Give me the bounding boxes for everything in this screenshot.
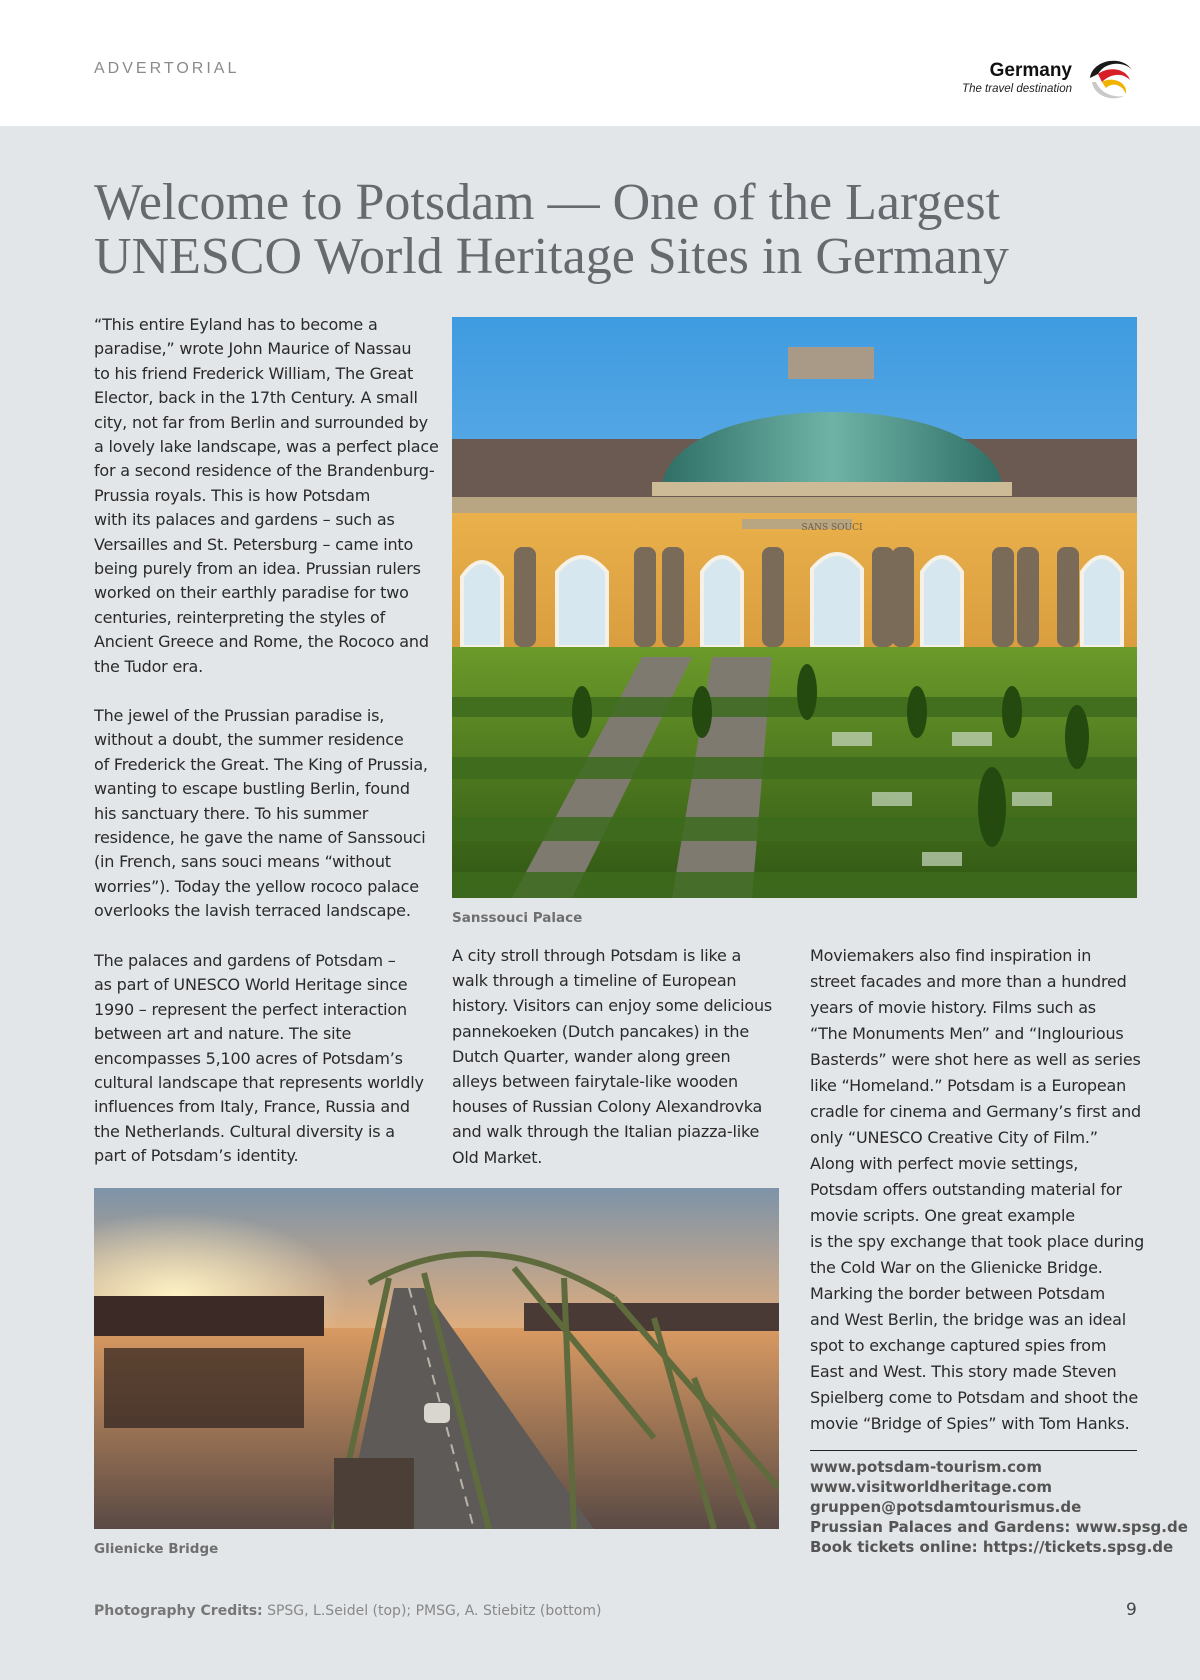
text-line: Marking the border between Potsdam <box>810 1284 1106 1303</box>
article-headline <box>94 176 1134 284</box>
germany-travel-logo <box>948 52 1138 104</box>
text-line: residence, he gave the name of Sanssouci <box>94 828 426 848</box>
text-line: cradle for cinema and Germany’s first and <box>810 1102 1141 1121</box>
text-line: walk through a timeline of European <box>452 971 737 991</box>
link-spsg[interactable]: Prussian Palaces and Gardens: www.spsg.de <box>810 1518 1188 1536</box>
text-line: East and West. This story made Steven <box>810 1362 1117 1381</box>
text-line: without a doubt, the summer residence <box>94 730 404 750</box>
text-line: part of Potsdam’s identity. <box>94 1146 299 1166</box>
sanssouci-caption: Sanssouci Palace <box>452 910 583 926</box>
text-line: street facades and more than a hundred <box>810 972 1127 991</box>
text-line: (in French, sans souci means “without <box>94 852 391 872</box>
text-line: for a second residence of the Brandenburg- <box>94 461 435 481</box>
text-line: pannekoeken (Dutch pancakes) in the <box>452 1021 750 1041</box>
links-divider <box>810 1450 1137 1451</box>
logo-swirl-icon <box>1082 52 1138 104</box>
text-line: and walk through the Italian piazza-like <box>452 1122 760 1142</box>
text-line: The jewel of the Prussian paradise is, <box>94 706 385 725</box>
link-tickets[interactable]: Book tickets online: https://tickets.spsg.de <box>810 1538 1174 1556</box>
page-number: 9 <box>1126 1600 1137 1620</box>
sanssouci-palace-photo <box>452 317 1137 898</box>
glienicke-bridge-photo <box>94 1188 779 1529</box>
text-line: worries”). Today the yellow rococo palace <box>94 876 419 896</box>
credits-text: SPSG, L.Seidel (top); PMSG, A. Stiebitz (bottom) <box>262 1603 602 1619</box>
text-line: 1990 – represent the perfect interaction <box>94 999 407 1019</box>
text-line: history. Visitors can enjoy some delicious <box>452 996 773 1016</box>
text-line: Prussia royals. This is how Potsdam <box>94 485 371 505</box>
paragraph-intro <box>94 313 439 679</box>
logo-subtitle: The travel destination <box>962 83 1072 95</box>
text-line: only “UNESCO Creative City of Film.” <box>810 1128 1098 1147</box>
contact-links <box>810 1457 1188 1557</box>
text-line: the Tudor era. <box>94 656 203 676</box>
credits-label: Photography Credits: <box>94 1603 263 1619</box>
text-line: overlooks the lavish terraced landscape. <box>94 901 411 921</box>
link-potsdam-tourism[interactable]: www.potsdam-tourism.com <box>810 1458 1042 1476</box>
text-line: Along with perfect movie settings, <box>810 1154 1079 1173</box>
paragraph-movies <box>810 943 1144 1437</box>
text-line: to his friend Frederick William, The Great <box>94 363 414 383</box>
text-line: Dutch Quarter, wander along green <box>452 1046 731 1066</box>
text-line: paradise,” wrote John Maurice of Nassau <box>94 339 412 359</box>
palace-inscription: SANS SOUCI <box>801 523 863 533</box>
text-line: with its palaces and gardens – such as <box>94 510 395 530</box>
text-line: Potsdam offers outstanding material for <box>810 1180 1122 1199</box>
text-line: years of movie history. Films such as <box>810 998 1096 1017</box>
text-line: city, not far from Berlin and surrounded by <box>94 412 428 432</box>
text-line: is the spy exchange that took place during <box>810 1232 1145 1251</box>
photo-credits <box>94 1603 601 1619</box>
text-line: alleys between fairytale-like wooden <box>452 1072 738 1092</box>
palace-illustration <box>452 317 1137 898</box>
text-line: centuries, reinterpreting the styles of <box>94 607 386 627</box>
text-line: movie “Bridge of Spies” with Tom Hanks. <box>810 1414 1130 1433</box>
text-line: Old Market. <box>452 1147 543 1167</box>
glienicke-caption: Glienicke Bridge <box>94 1541 219 1557</box>
paragraph-city-stroll <box>452 943 772 1170</box>
text-line: movie scripts. One great example <box>810 1206 1075 1225</box>
text-line: Spielberg come to Potsdam and shoot the <box>810 1388 1139 1407</box>
link-email-gruppen[interactable]: gruppen@potsdamtourismus.de <box>810 1498 1082 1516</box>
text-line: worked on their earthly paradise for two <box>94 583 409 603</box>
text-line: Basterds” were shot here as well as series <box>810 1050 1141 1069</box>
text-line: cultural landscape that represents worldly <box>94 1073 424 1093</box>
text-line: as part of UNESCO World Heritage since <box>94 975 408 995</box>
text-line: A city stroll through Potsdam is like a <box>452 946 742 965</box>
text-line: a lovely lake landscape, was a perfect place <box>94 437 439 457</box>
text-line: the Netherlands. Cultural diversity is a <box>94 1121 395 1141</box>
text-line: influences from Italy, France, Russia and <box>94 1097 410 1117</box>
link-visitworldheritage[interactable]: www.visitworldheritage.com <box>810 1478 1053 1496</box>
text-line: “This entire Eyland has to become a <box>94 315 378 334</box>
text-line: being purely from an idea. Prussian rulers <box>94 559 421 579</box>
text-line: his sanctuary there. To his summer <box>94 803 369 823</box>
text-line: like “Homeland.” Potsdam is a European <box>810 1076 1127 1095</box>
text-line: and West Berlin, the bridge was an ideal <box>810 1310 1127 1329</box>
paragraph-unesco <box>94 949 424 1169</box>
text-line: “The Monuments Men” and “Inglourious <box>810 1024 1124 1043</box>
text-line: The palaces and gardens of Potsdam – <box>94 951 396 970</box>
text-line: spot to exchange captured spies from <box>810 1336 1107 1355</box>
text-line: Elector, back in the 17th Century. A small <box>94 388 418 408</box>
text-line: of Frederick the Great. The King of Prussia, <box>94 754 428 774</box>
paragraph-sanssouci <box>94 704 428 924</box>
text-line: the Cold War on the Glienicke Bridge. <box>810 1258 1103 1277</box>
text-line: between art and nature. The site <box>94 1024 352 1044</box>
page-header <box>0 0 1200 126</box>
text-line: Moviemakers also find inspiration in <box>810 946 1092 965</box>
headline-line-1: Welcome to Potsdam — One of the Largest <box>94 174 1001 231</box>
headline-line-2: UNESCO World Heritage Sites in Germany <box>94 228 1009 285</box>
text-line: Ancient Greece and Rome, the Rococo and <box>94 632 429 652</box>
advertorial-label: ADVERTORIAL <box>94 60 240 77</box>
logo-title: Germany <box>989 60 1072 81</box>
text-line: houses of Russian Colony Alexandrovka <box>452 1097 763 1117</box>
bridge-illustration <box>94 1188 779 1529</box>
text-line: Versailles and St. Petersburg – came into <box>94 534 414 554</box>
text-line: wanting to escape bustling Berlin, found <box>94 779 410 799</box>
text-line: encompasses 5,100 acres of Potsdam’s <box>94 1048 403 1068</box>
